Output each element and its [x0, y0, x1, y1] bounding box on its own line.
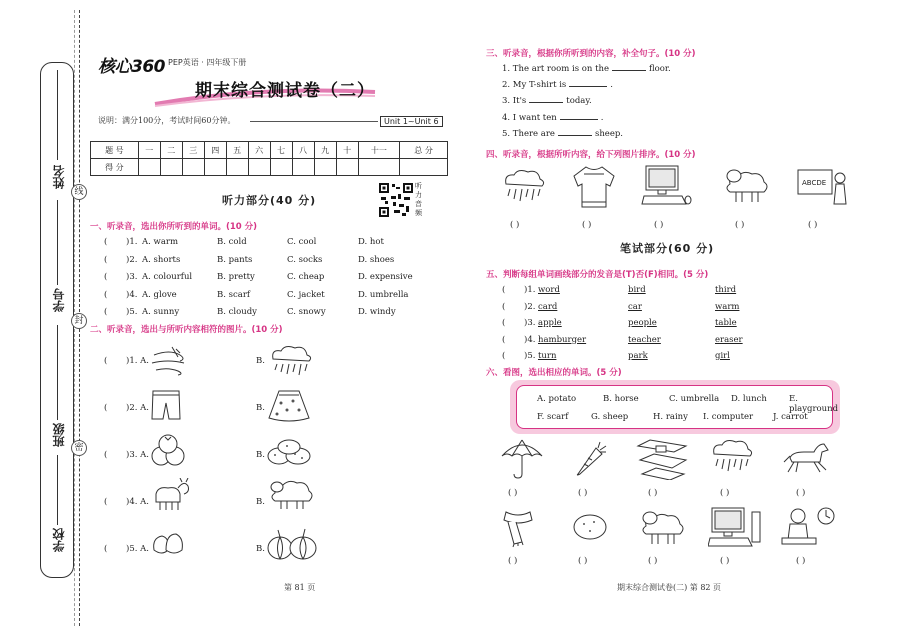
- q3-heading: 三、听录音，根据你所听到的内容，补全句子。(10 分): [486, 49, 696, 59]
- question-number: )4. A.: [126, 497, 149, 507]
- score-value-label: 得 分: [91, 159, 139, 176]
- option-b-label: B.: [256, 497, 265, 507]
- answer-paren[interactable]: ( ): [578, 556, 588, 566]
- answer-paren[interactable]: (: [502, 334, 506, 345]
- word-2: car: [628, 301, 642, 312]
- question-number: )5.: [524, 351, 536, 361]
- answer-paren[interactable]: ( ): [654, 220, 664, 230]
- logo: 核心360: [98, 57, 165, 77]
- sentence-start: 1. The art room is on the: [502, 64, 609, 74]
- answer-paren[interactable]: ( ): [796, 488, 806, 498]
- peaches-icon: [150, 528, 186, 558]
- option-a: A. shorts: [142, 254, 181, 265]
- option-a: A. colourful: [142, 272, 193, 282]
- q5-heading: 五、判断每组单词画线部分的发音是(T)否(F)相同。(5 分): [486, 270, 709, 280]
- instructions: 说明：满分100分，考试时间60分钟。: [98, 116, 236, 125]
- fill-blank[interactable]: [612, 70, 646, 71]
- answer-paren[interactable]: (: [502, 285, 506, 295]
- sentence-row: [502, 96, 592, 106]
- question-number: )1. A.: [126, 356, 149, 366]
- listening-section-title: 听力部分(40 分): [222, 194, 317, 207]
- score-header-cell: 六: [248, 142, 270, 159]
- word-3: girl: [715, 351, 730, 361]
- id-label: 学号: [52, 288, 66, 312]
- word-2: park: [628, 351, 648, 361]
- umbrella-icon: [500, 436, 544, 480]
- shorts-icon: [150, 388, 182, 422]
- score-input-cell[interactable]: [138, 159, 160, 176]
- word-bank-item: A. potato: [537, 394, 577, 404]
- board-text: ABCDE: [802, 179, 827, 187]
- word-2: people: [628, 318, 657, 328]
- score-header-cell: 十一: [358, 142, 400, 159]
- lunch-clock-icon: [780, 504, 836, 550]
- answer-paren[interactable]: ( ): [648, 488, 658, 498]
- q1-heading: 一、听录音，选出你所听到的单词。(10 分): [90, 222, 258, 232]
- page-title: 期末综合测试卷（二）: [195, 81, 375, 101]
- class-line: [57, 325, 58, 420]
- units-badge: Unit 1~Unit 6: [380, 116, 443, 127]
- wind-icon: [150, 345, 190, 377]
- score-input-cell[interactable]: [336, 159, 358, 176]
- answer-paren[interactable]: (: [104, 237, 108, 247]
- option-b: B. pretty: [217, 272, 255, 282]
- option-d: D. umbrella: [358, 289, 409, 300]
- word-bank-item: J. carrot: [773, 412, 808, 422]
- sentence-row: [502, 64, 671, 74]
- score-header-cell: 五: [226, 142, 248, 159]
- id-line: [57, 200, 58, 285]
- score-header-cell: 七: [270, 142, 292, 159]
- word-bank-item: E. playground: [789, 394, 839, 414]
- answer-paren[interactable]: (: [104, 450, 108, 460]
- option-c: C. cool: [287, 237, 317, 247]
- word-1: card: [538, 301, 558, 312]
- answer-paren[interactable]: (: [502, 318, 506, 328]
- word-bank-item: C. umbrella: [669, 394, 720, 404]
- score-header-label: 题 号: [91, 142, 139, 159]
- header-rule: [250, 121, 378, 122]
- answer-paren[interactable]: ( ): [510, 220, 520, 230]
- sentence-end: floor.: [649, 64, 671, 74]
- score-input-cell[interactable]: [400, 159, 448, 176]
- sentence-start: 4. I want ten: [502, 112, 557, 123]
- option-c: C. cheap: [287, 272, 325, 282]
- sentence-end: .: [610, 80, 613, 91]
- carrot-icon: [574, 440, 608, 478]
- sentence-start: 3. It's: [502, 96, 527, 107]
- word-1: apple: [538, 318, 562, 328]
- option-a: A. glove: [142, 289, 177, 300]
- word-bank: [516, 385, 839, 429]
- option-d: D. shoes: [358, 254, 395, 265]
- question-number: )3. A.: [126, 450, 149, 460]
- seal-secret: 密: [71, 440, 87, 456]
- score-value-row: [91, 159, 448, 176]
- option-b-label: B.: [256, 450, 265, 460]
- answer-paren[interactable]: (: [104, 497, 108, 507]
- answer-paren[interactable]: ( ): [578, 488, 588, 498]
- computer-icon: [640, 164, 692, 208]
- score-header-cell: 九: [314, 142, 336, 159]
- score-input-cell[interactable]: [182, 159, 204, 176]
- answer-paren[interactable]: (: [104, 254, 108, 265]
- option-d: D. expensive: [358, 272, 413, 282]
- potato-icon: [570, 510, 610, 544]
- word-3: third: [715, 285, 737, 295]
- sheep-icon: [265, 475, 319, 515]
- option-b: B. scarf: [217, 289, 251, 300]
- score-input-cell[interactable]: [160, 159, 182, 176]
- word-1: hamburger: [538, 334, 587, 345]
- question-number: )1.: [524, 285, 536, 295]
- word-2: teacher: [628, 334, 661, 345]
- fill-blank[interactable]: [529, 102, 563, 103]
- question-number: )4.: [524, 334, 536, 345]
- word-3: warm: [715, 301, 740, 312]
- answer-paren[interactable]: (: [104, 403, 108, 413]
- answer-paren[interactable]: ( ): [808, 220, 818, 230]
- qr-caption: 听力音频: [415, 182, 422, 217]
- answer-paren[interactable]: ( ): [508, 488, 518, 498]
- option-c: C. jacket: [287, 289, 325, 300]
- option-b-label: B.: [256, 544, 265, 554]
- answer-paren[interactable]: (: [104, 544, 108, 554]
- name-label: 姓名: [52, 165, 66, 189]
- word-bank-item: H. rainy: [653, 412, 688, 422]
- word-bank-item: F. scarf: [537, 412, 569, 422]
- skirt-icon: [265, 388, 313, 424]
- playground-icon: [636, 438, 688, 480]
- option-b: B. cold: [217, 237, 247, 247]
- word-1: word: [538, 285, 560, 295]
- score-input-cell[interactable]: [248, 159, 270, 176]
- q2-heading: 二、听录音，选出与所听内容相符的图片。(10 分): [90, 325, 283, 335]
- word-2: bird: [628, 285, 646, 295]
- option-b-label: B.: [256, 403, 265, 413]
- goats-icon: [150, 478, 194, 514]
- fill-blank[interactable]: [560, 119, 598, 120]
- q4-heading: 四、听录音，根据所听内容，给下列图片排序。(10 分): [486, 150, 696, 160]
- school-label: 学校: [52, 528, 66, 552]
- school-line: [57, 455, 58, 525]
- word-bank-item: D. lunch: [731, 394, 767, 404]
- score-header-cell: 八: [292, 142, 314, 159]
- answer-paren[interactable]: (: [104, 356, 108, 366]
- q6-heading: 六、看图，选出相应的单词。(5 分): [486, 368, 622, 378]
- question-number: )5.: [126, 307, 138, 317]
- answer-paren[interactable]: ( ): [582, 220, 592, 230]
- score-header-row: [91, 142, 448, 159]
- answer-paren[interactable]: (: [104, 307, 108, 317]
- answer-paren[interactable]: ( ): [735, 220, 745, 230]
- option-d: D. hot: [358, 237, 384, 247]
- sentence-start: 5. There are: [502, 128, 555, 139]
- word-bank-item: G. sheep: [591, 412, 629, 422]
- sheep-icon: [636, 506, 690, 550]
- scarf-icon: [500, 508, 538, 548]
- question-number: )3.: [126, 272, 138, 282]
- seal-line: 线: [71, 184, 87, 200]
- answer-paren[interactable]: (: [104, 272, 108, 282]
- question-number: )1.: [126, 237, 138, 247]
- answer-paren[interactable]: (: [104, 289, 108, 300]
- question-number: )2.: [126, 254, 138, 265]
- score-header-cell: 二: [160, 142, 182, 159]
- score-input-cell[interactable]: [226, 159, 248, 176]
- option-b-label: B.: [256, 356, 265, 366]
- seal-seal: 封: [71, 313, 87, 329]
- word-bank-item: B. horse: [603, 394, 639, 404]
- option-a: A. warm: [142, 237, 179, 247]
- sentence-row: [502, 129, 623, 139]
- answer-paren[interactable]: ( ): [508, 556, 518, 566]
- sentence-row: [502, 80, 613, 90]
- score-header-cell: 一: [138, 142, 160, 159]
- rain-cloud-icon: [265, 343, 315, 381]
- series-label: PEP英语 · 四年级下册: [168, 58, 247, 67]
- sentence-start: 2. My T-shirt is: [502, 80, 567, 91]
- option-c: C. snowy: [287, 307, 326, 317]
- qr-code-icon[interactable]: [378, 182, 414, 218]
- word-3: eraser: [715, 334, 743, 345]
- sentence-row: [502, 113, 603, 123]
- word-3: table: [715, 318, 737, 328]
- score-header-cell: 三: [182, 142, 204, 159]
- blackboard-teacher-icon: [796, 166, 850, 206]
- score-input-cell[interactable]: [292, 159, 314, 176]
- class-label: 班级: [52, 423, 66, 447]
- page-number-right: 期末综合测试卷(二) 第 82 页: [617, 583, 722, 592]
- answer-paren[interactable]: (: [502, 351, 506, 361]
- word-bank-item: I. computer: [703, 412, 754, 422]
- rain-cloud-icon: [708, 436, 756, 476]
- writing-section-title: 笔试部分(60 分): [620, 242, 715, 255]
- word-1: turn: [538, 351, 557, 361]
- option-d: D. windy: [358, 307, 396, 317]
- score-input-cell[interactable]: [358, 159, 400, 176]
- sentence-end: sheep.: [594, 128, 623, 139]
- answer-paren[interactable]: ( ): [720, 556, 730, 566]
- question-number: )2. A.: [126, 403, 149, 413]
- score-header-cell: 十: [336, 142, 358, 159]
- onions-icon: [265, 526, 319, 562]
- score-input-cell[interactable]: [204, 159, 226, 176]
- sweater-icon: [572, 164, 616, 210]
- horse-icon: [782, 440, 832, 476]
- question-number: )5. A.: [126, 544, 149, 554]
- score-header-cell: 总 分: [400, 142, 448, 159]
- sheep-icon: [720, 164, 774, 208]
- page-number-left: 第 81 页: [284, 583, 316, 592]
- potatoes-icon: [265, 438, 313, 466]
- answer-paren[interactable]: ( ): [796, 556, 806, 566]
- sentence-end: .: [600, 112, 604, 123]
- rain-cloud-icon: [500, 166, 548, 206]
- fill-blank[interactable]: [558, 135, 592, 136]
- score-table: [90, 141, 448, 176]
- option-a: A. sunny: [142, 307, 180, 317]
- score-header-cell: 四: [204, 142, 226, 159]
- question-number: )2.: [524, 301, 536, 312]
- option-b: B. pants: [217, 254, 253, 265]
- name-line: [57, 70, 58, 160]
- answer-paren[interactable]: ( ): [720, 488, 730, 498]
- tomatoes-icon: [150, 432, 186, 468]
- answer-paren[interactable]: ( ): [648, 556, 658, 566]
- fill-blank[interactable]: [569, 86, 607, 87]
- question-number: )4.: [126, 289, 138, 300]
- question-number: )3.: [524, 318, 536, 328]
- option-c: C. socks: [287, 254, 323, 265]
- score-input-cell[interactable]: [314, 159, 336, 176]
- sentence-end: today.: [566, 96, 592, 107]
- score-input-cell[interactable]: [270, 159, 292, 176]
- answer-paren[interactable]: (: [502, 301, 506, 312]
- computer-icon: [708, 506, 762, 550]
- option-b: B. cloudy: [217, 307, 257, 317]
